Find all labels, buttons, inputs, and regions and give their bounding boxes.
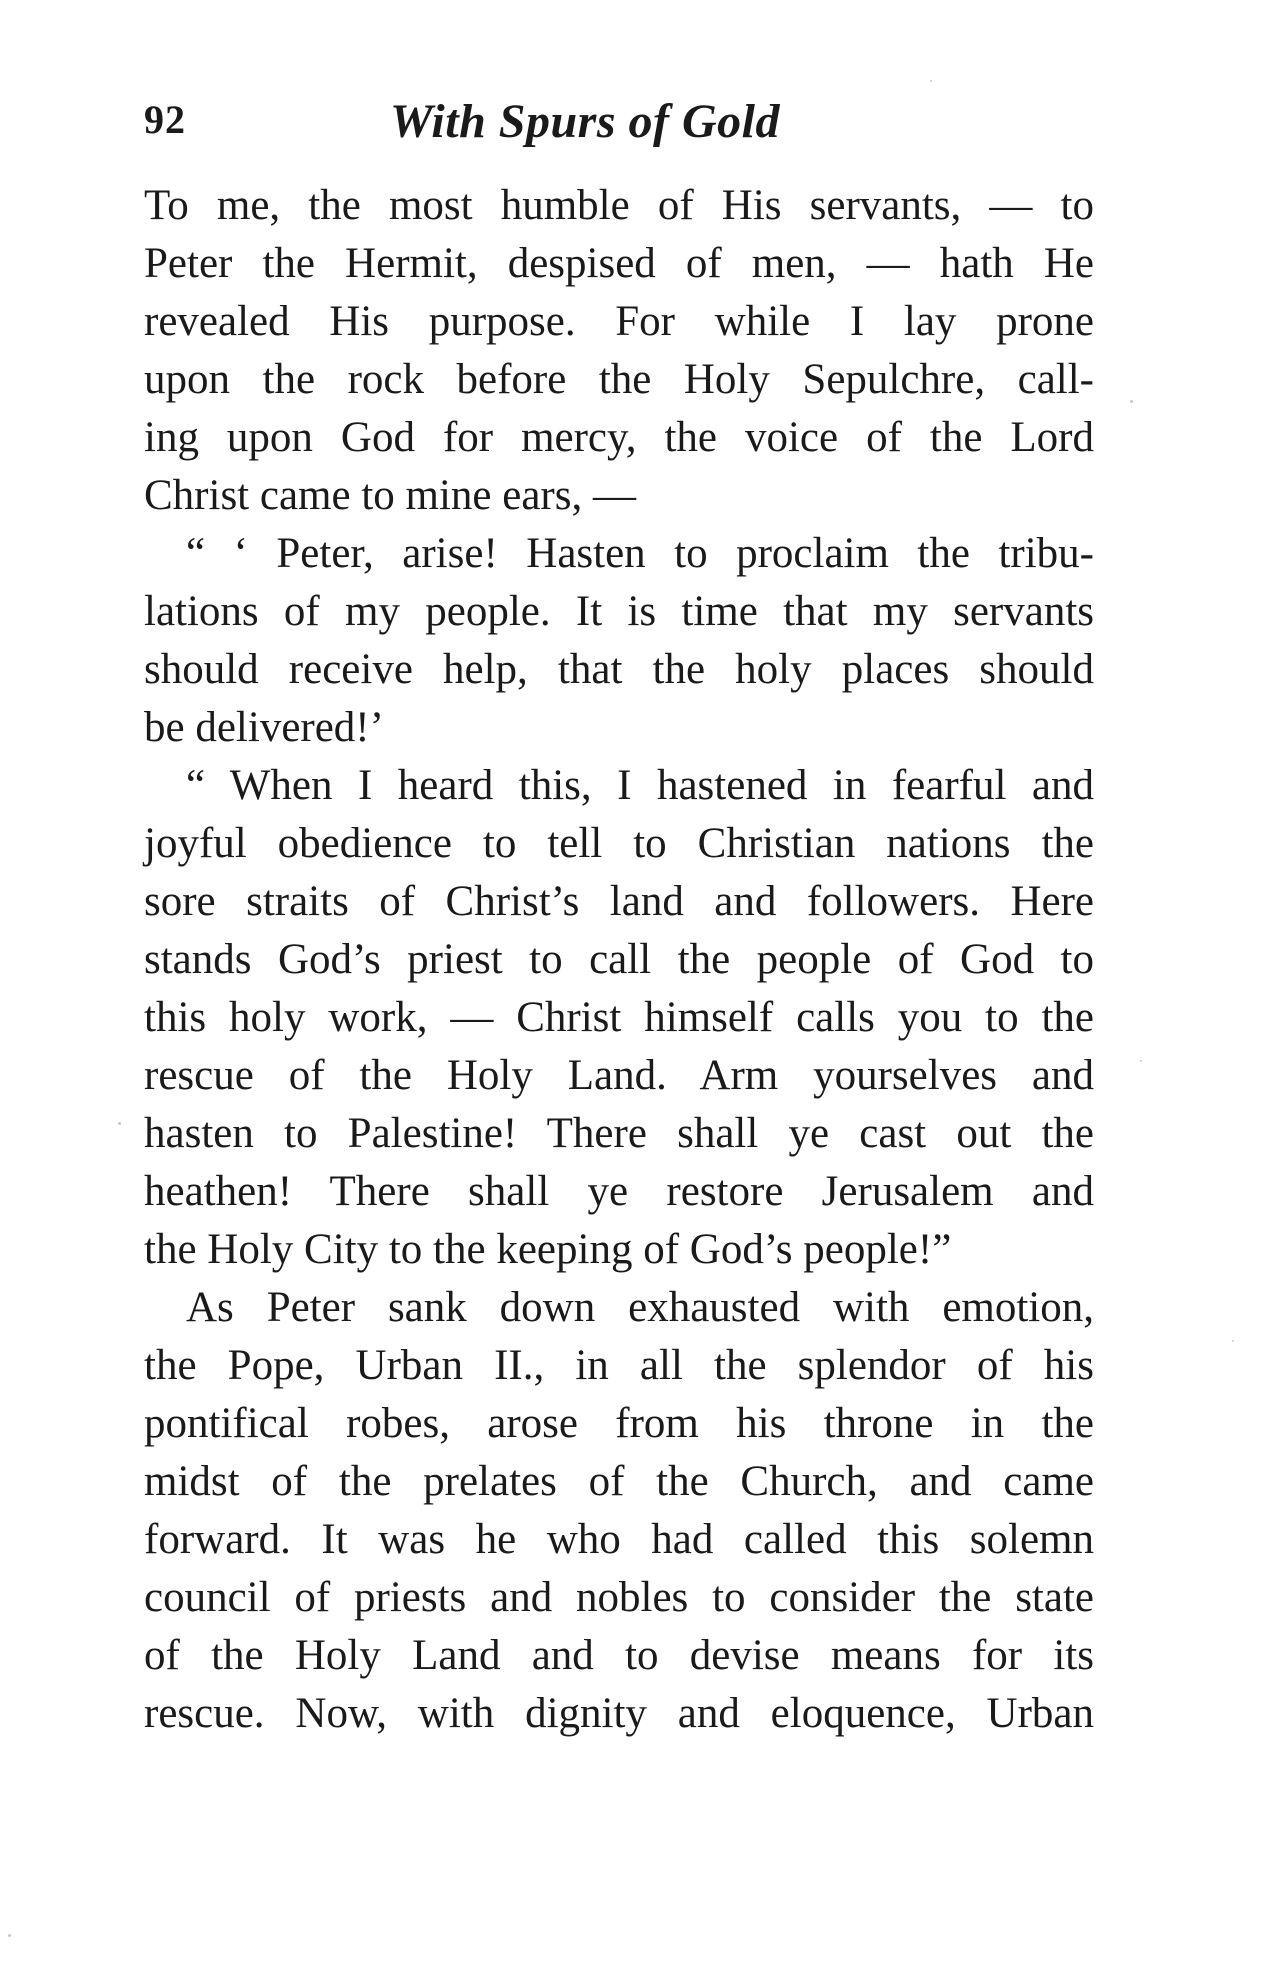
text-line: of the Holy Land and to devise means for its	[144, 1632, 1094, 1679]
text-line: hasten to Palestine! There shall ye cast out the	[144, 1110, 1094, 1157]
text-line: be delivered!’	[144, 704, 384, 751]
text-line: the Pope, Urban II., in all the splendor of his	[144, 1342, 1094, 1389]
paper-speck	[1140, 1060, 1142, 1062]
text-line: rescue of the Holy Land. Arm yourselves and	[144, 1052, 1094, 1099]
running-title: With Spurs of Gold	[390, 95, 780, 148]
text-line: midst of the prelates of the Church, and came	[144, 1458, 1094, 1505]
text-line: council of priests and nobles to consider the state	[144, 1574, 1094, 1621]
paper-speck	[930, 80, 932, 82]
text-line: this holy work, — Christ himself calls you to the	[144, 994, 1094, 1041]
text-line: Christ came to mine ears, —	[144, 472, 636, 519]
paper-speck	[1232, 1340, 1234, 1342]
text-line: To me, the most humble of His servants, — to	[144, 182, 1094, 229]
text-line: the Holy City to the keeping of God’s people!”	[144, 1226, 952, 1273]
text-line: stands God’s priest to call the people of God to	[144, 936, 1094, 983]
text-line: forward. It was he who had called this solemn	[144, 1516, 1094, 1563]
text-line: As Peter sank down exhausted with emotion,	[186, 1284, 1094, 1331]
text-line: Peter the Hermit, despised of men, — hath He	[144, 240, 1094, 287]
text-line: rescue. Now, with dignity and eloquence, Urban	[144, 1690, 1094, 1737]
text-line: joyful obedience to tell to Christian nations the	[144, 820, 1094, 867]
text-line: revealed His purpose. For while I lay prone	[144, 298, 1094, 345]
text-line: upon the rock before the Holy Sepulchre, call-	[144, 356, 1094, 403]
text-line: “ ‘ Peter, arise! Hasten to proclaim the tribu-	[186, 530, 1094, 577]
text-line: lations of my people. It is time that my servants	[144, 588, 1094, 635]
paper-speck	[1130, 400, 1133, 403]
running-head	[144, 96, 1094, 156]
paper-speck	[118, 1122, 121, 1125]
page-number: 92	[144, 97, 186, 142]
text-line: should receive help, that the holy places should	[144, 646, 1094, 693]
text-line: sore straits of Christ’s land and followers. Here	[144, 878, 1094, 925]
body-text	[144, 177, 1094, 1743]
paper-speck	[8, 1934, 11, 1937]
text-line: “ When I heard this, I hastened in fearful and	[186, 762, 1094, 809]
text-line: pontifical robes, arose from his throne in the	[144, 1400, 1094, 1447]
text-line: ing upon God for mercy, the voice of the Lord	[144, 414, 1094, 461]
text-line: heathen! There shall ye restore Jerusalem and	[144, 1168, 1094, 1215]
